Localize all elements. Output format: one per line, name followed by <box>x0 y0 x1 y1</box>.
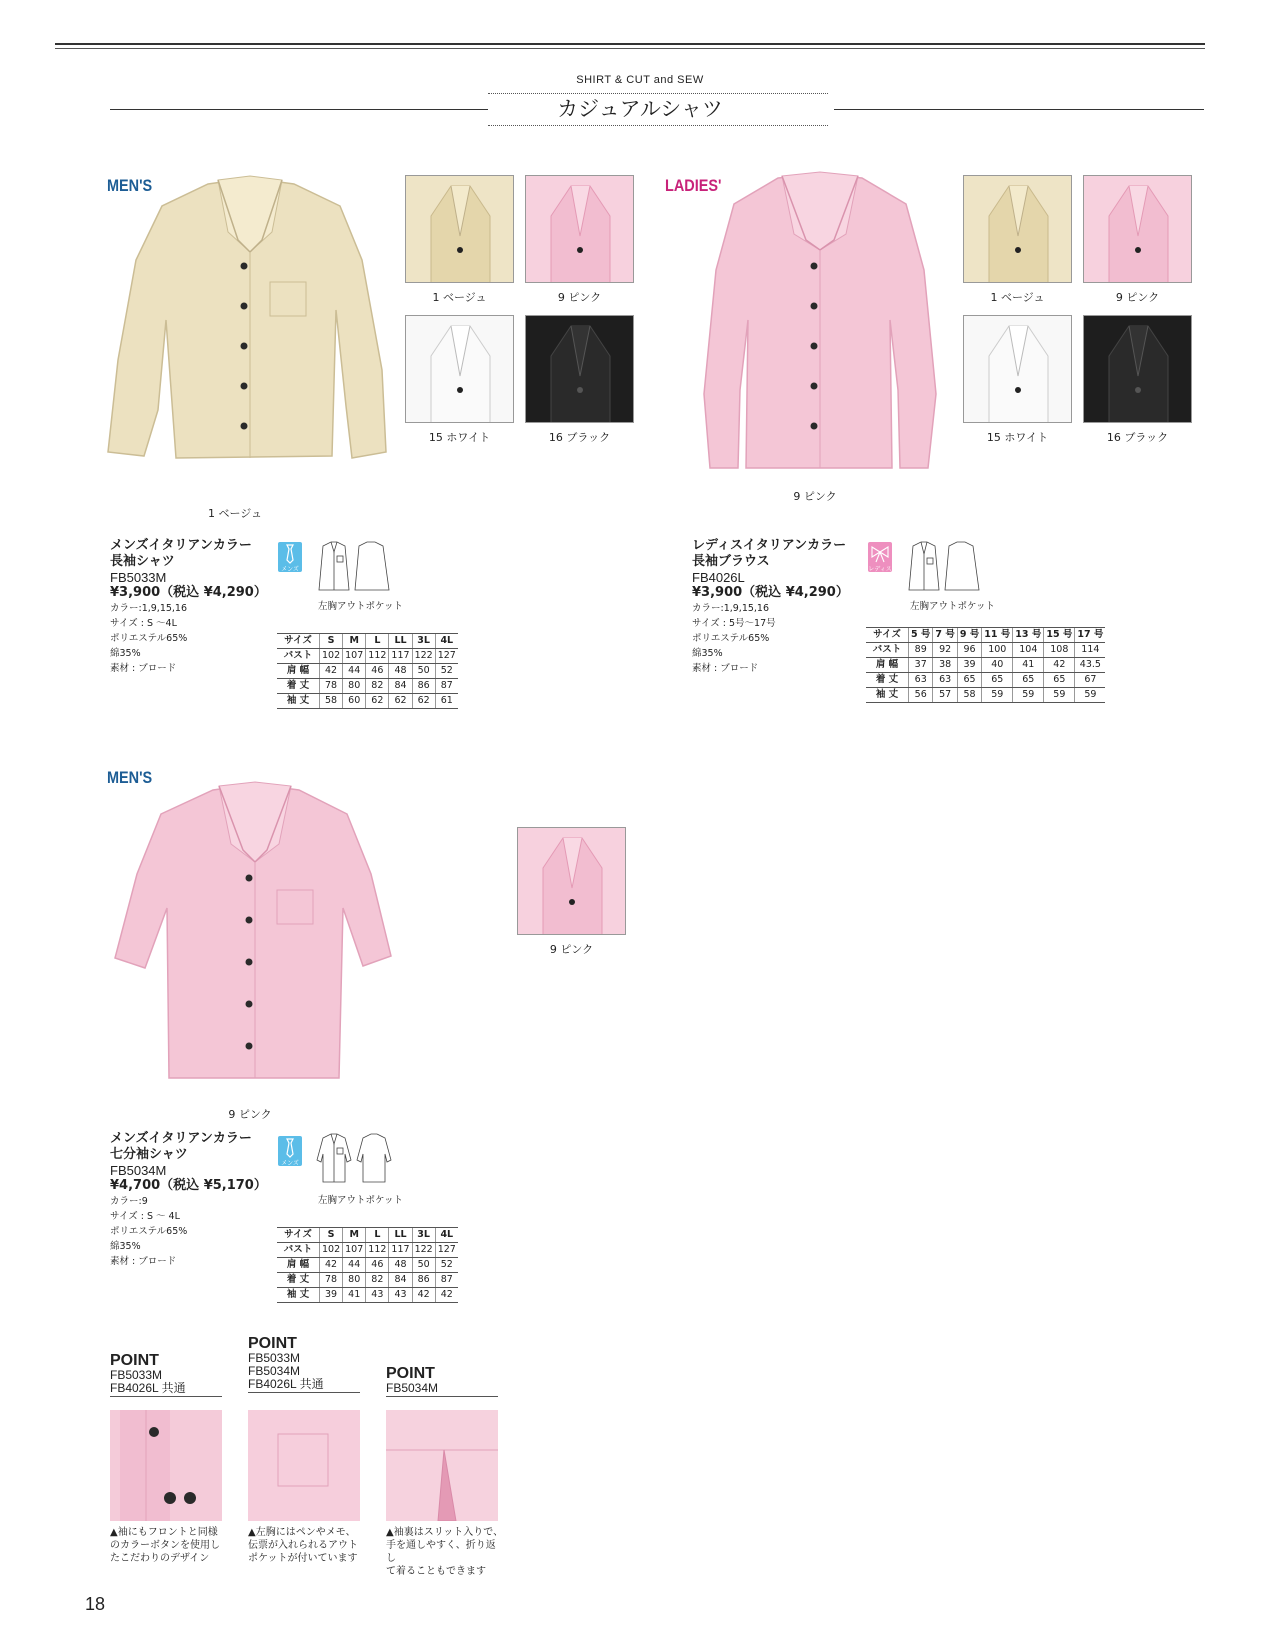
size-table-row <box>277 664 458 679</box>
size-table-cell: 89 <box>909 643 933 658</box>
size-table-cell: 38 <box>933 658 957 673</box>
product-name: 長袖シャツ <box>110 554 175 569</box>
size-table-cell: 60 <box>343 694 366 709</box>
fabric-spec: 素材 : ブロード <box>110 1256 177 1267</box>
product-name: 七分袖シャツ <box>110 1147 188 1162</box>
swatch-caption: 9 ピンク <box>1115 291 1160 304</box>
size-table-cell: LL <box>389 634 412 649</box>
size-table-cell: 78 <box>320 1273 343 1288</box>
color-spec: カラー:9 <box>110 1196 148 1207</box>
size-table-cell: 108 <box>1044 643 1075 658</box>
size-table-cell: 42 <box>412 1288 435 1303</box>
size-table-cell: S <box>320 634 343 649</box>
size-table-cell: 114 <box>1075 643 1106 658</box>
size-table-cell: 63 <box>933 673 957 688</box>
point-block-slit <box>386 1366 498 1397</box>
size-table-cell: 40 <box>982 658 1013 673</box>
material-spec: ポリエステル65% <box>692 633 770 644</box>
size-table-cell: 107 <box>343 649 366 664</box>
size-table-label: 着 丈 <box>277 1273 320 1288</box>
size-table-cell: 9 号 <box>957 628 981 643</box>
point-desc-line: ▲袖裏はスリット入りで、 <box>386 1527 504 1538</box>
color-swatch-beige[interactable] <box>405 175 514 283</box>
blouse-line-drawing <box>905 540 983 596</box>
swatch-caption: 16 ブラック <box>1106 431 1169 444</box>
point-desc-line: 手を通しやすく、折り返し <box>386 1540 496 1564</box>
size-table-cell: 80 <box>343 679 366 694</box>
size-table-label: バスト <box>277 1243 320 1258</box>
icon-label: メンズ <box>281 566 299 573</box>
size-table-cell: 122 <box>412 649 435 664</box>
size-table-cell: 59 <box>1013 688 1044 703</box>
color-swatch-beige[interactable] <box>963 175 1072 283</box>
size-table-label: 肩 幅 <box>277 1258 320 1273</box>
size-table-cell: 59 <box>1044 688 1075 703</box>
icon-label: レディス <box>868 566 892 573</box>
swatch-caption: 1 ベージュ <box>432 291 487 304</box>
size-table-cell: 127 <box>435 649 458 664</box>
point-desc-line: たこだわりのデザイン <box>110 1553 210 1564</box>
point-block-sleeve <box>110 1353 222 1397</box>
product-code: FB5034M <box>110 1163 167 1178</box>
size-table-cell: 102 <box>320 1243 343 1258</box>
product-code: FB5033M <box>110 570 167 585</box>
size-table-cell: 41 <box>343 1288 366 1303</box>
size-table-cell: 48 <box>389 1258 412 1273</box>
size-table-cell: 42 <box>320 664 343 679</box>
size-table-cell: 102 <box>320 649 343 664</box>
size-table-label: バスト <box>866 643 909 658</box>
size-table-row <box>866 688 1105 703</box>
color-swatch-pink[interactable] <box>517 827 626 935</box>
size-table-row <box>277 1258 458 1273</box>
product-code: FB4026L <box>692 570 745 585</box>
size-table-cell: 39 <box>320 1288 343 1303</box>
product-name: メンズイタリアンカラー <box>110 1131 252 1146</box>
swatch-caption: 9 ピンク <box>549 943 594 956</box>
point-code: FB5033M <box>248 1351 301 1365</box>
size-table-header <box>277 1228 458 1243</box>
point-code: FB5034M <box>386 1382 498 1397</box>
section-label-mens: MEN'S <box>107 176 153 195</box>
size-table-cell: L <box>366 634 389 649</box>
point-photo-pocket <box>248 1410 360 1521</box>
swatch-caption: 15 ホワイト <box>986 431 1049 444</box>
size-table-cell: 78 <box>320 679 343 694</box>
pocket-label: 左胸アウトポケット <box>910 601 996 612</box>
size-table-cell: 84 <box>389 1273 412 1288</box>
size-table <box>277 633 458 709</box>
size-table-cell: 44 <box>343 664 366 679</box>
size-table-cell: 5 号 <box>909 628 933 643</box>
point-desc-line: ▲左胸にはペンやメモ、 <box>248 1527 356 1538</box>
main-photo-caption: 9 ピンク <box>793 490 837 503</box>
size-table-cell: 42 <box>1044 658 1075 673</box>
size-table-cell: 15 号 <box>1044 628 1075 643</box>
size-table-header <box>866 628 1105 643</box>
size-table-label: 肩 幅 <box>277 664 320 679</box>
category-jp: カジュアルシャツ <box>557 97 723 121</box>
size-table-cell: 87 <box>435 1273 458 1288</box>
size-table-cell: 4L <box>435 634 458 649</box>
size-table-label: バスト <box>277 649 320 664</box>
size-table-label: 着 丈 <box>866 673 909 688</box>
fabric-spec: 素材 : ブロード <box>110 663 177 674</box>
size-table-label: サイズ <box>277 634 320 649</box>
header-rule-right <box>834 109 1204 110</box>
point-code: FB4026L 共通 <box>110 1382 222 1397</box>
product-name: 長袖ブラウス <box>692 554 770 569</box>
point-description <box>386 1526 504 1578</box>
color-swatch-pink[interactable] <box>1083 175 1192 283</box>
size-table-cell: 62 <box>389 694 412 709</box>
material-spec: ポリエステル65% <box>110 633 188 644</box>
size-table-cell: 50 <box>412 664 435 679</box>
size-table-cell: 61 <box>435 694 458 709</box>
size-spec: サイズ : S ～4L <box>110 618 177 629</box>
material-spec: 綿35% <box>110 1241 141 1252</box>
point-photo-slit <box>386 1410 498 1521</box>
size-table-cell: 58 <box>957 688 981 703</box>
size-table <box>277 1227 458 1303</box>
pocket-label: 左胸アウトポケット <box>318 601 404 612</box>
size-table-cell: 86 <box>412 1273 435 1288</box>
size-table-cell: 122 <box>412 1243 435 1258</box>
size-table-cell: 117 <box>389 649 412 664</box>
point-description <box>248 1526 366 1565</box>
size-table-label: 袖 丈 <box>866 688 909 703</box>
size-table-cell: 52 <box>435 1258 458 1273</box>
size-table-label: 肩 幅 <box>866 658 909 673</box>
size-table-cell: 84 <box>389 679 412 694</box>
size-table-cell: M <box>343 1228 366 1243</box>
size-table-cell: 13 号 <box>1013 628 1044 643</box>
size-table-cell: 63 <box>909 673 933 688</box>
point-title: POINT <box>110 1352 159 1369</box>
color-swatch-white[interactable] <box>405 315 514 423</box>
product-info <box>110 1131 280 1269</box>
product-price: ¥3,900（税込 ¥4,290） <box>110 585 267 600</box>
size-table-cell: 100 <box>982 643 1013 658</box>
main-shirt-photo-beige <box>100 170 400 470</box>
point-desc-line: ポケットが付いています <box>248 1553 358 1564</box>
size-table-cell: 7 号 <box>933 628 957 643</box>
size-table-cell: 86 <box>412 679 435 694</box>
size-table-cell: 3L <box>412 1228 435 1243</box>
size-table-cell: 57 <box>933 688 957 703</box>
point-desc-line: ▲袖にもフロントと同様 <box>110 1527 218 1538</box>
color-spec: カラー:1,9,15,16 <box>692 603 770 614</box>
size-table-cell: 112 <box>366 1243 389 1258</box>
size-table-cell: 65 <box>957 673 981 688</box>
color-swatch-pink[interactable] <box>525 175 634 283</box>
size-table-cell: 44 <box>343 1258 366 1273</box>
size-table-cell: L <box>366 1228 389 1243</box>
size-table-cell: 41 <box>1013 658 1044 673</box>
swatch-caption: 16 ブラック <box>548 431 611 444</box>
product-name: メンズイタリアンカラー <box>110 538 252 553</box>
size-table-cell: 67 <box>1075 673 1106 688</box>
size-table-cell: 82 <box>366 679 389 694</box>
header-dotted-line <box>488 125 828 126</box>
main-photo-caption: 1 ベージュ <box>207 507 263 520</box>
size-table-cell: 46 <box>366 664 389 679</box>
size-table-header <box>277 634 458 649</box>
size-table-cell: 42 <box>435 1288 458 1303</box>
size-table-cell: 127 <box>435 1243 458 1258</box>
size-table-cell: 104 <box>1013 643 1044 658</box>
size-table-cell: 46 <box>366 1258 389 1273</box>
size-table-cell: 82 <box>366 1273 389 1288</box>
color-swatch-white[interactable] <box>963 315 1072 423</box>
size-table-cell: 59 <box>982 688 1013 703</box>
ladies-ribbon-icon <box>868 542 892 572</box>
size-table-cell: 107 <box>343 1243 366 1258</box>
swatch-caption: 1 ベージュ <box>990 291 1045 304</box>
size-table-row <box>277 1243 458 1258</box>
section-label-mens: MEN'S <box>107 768 153 787</box>
size-table <box>866 627 1105 703</box>
size-spec: サイズ : S ～ 4L <box>110 1211 180 1222</box>
size-table-cell: 39 <box>957 658 981 673</box>
size-table-cell: 65 <box>1044 673 1075 688</box>
size-table-label: 袖 丈 <box>277 1288 320 1303</box>
size-table-cell: 62 <box>366 694 389 709</box>
size-table-cell: 112 <box>366 649 389 664</box>
size-table-label: サイズ <box>277 1228 320 1243</box>
color-swatch-black[interactable] <box>1083 315 1192 423</box>
main-photo-caption: 9 ピンク <box>228 1108 272 1121</box>
mens-tie-icon <box>278 1136 302 1166</box>
size-table-label: 袖 丈 <box>277 694 320 709</box>
point-code: FB5033M <box>110 1368 163 1382</box>
mens-tie-icon <box>278 542 302 572</box>
point-desc-line: て着ることもできます <box>386 1566 486 1577</box>
size-table-cell: LL <box>389 1228 412 1243</box>
color-swatch-black[interactable] <box>525 315 634 423</box>
color-spec: カラー:1,9,15,16 <box>110 603 188 614</box>
category-en: SHIRT & CUT and SEW <box>576 74 704 86</box>
size-table-cell: 43 <box>389 1288 412 1303</box>
point-title: POINT <box>386 1365 435 1382</box>
size-table-label: 着 丈 <box>277 679 320 694</box>
size-table-cell: 58 <box>320 694 343 709</box>
material-spec: 綿35% <box>692 648 723 659</box>
point-code: FB5034M <box>248 1364 301 1378</box>
product-name: レディスイタリアンカラー <box>692 538 847 553</box>
top-rule-thin <box>55 48 1205 49</box>
page-number: 18 <box>85 1594 106 1614</box>
shirt-line-drawing <box>315 1132 395 1188</box>
size-table-row <box>277 694 458 709</box>
size-table-cell: 42 <box>320 1258 343 1273</box>
point-photo-cuff <box>110 1410 222 1521</box>
point-block-pocket <box>248 1336 360 1393</box>
size-table-row <box>277 1288 458 1303</box>
size-table-row <box>866 673 1105 688</box>
section-label-ladies: LADIES' <box>665 176 722 195</box>
size-table-cell: 43.5 <box>1075 658 1106 673</box>
size-table-row <box>277 649 458 664</box>
point-desc-line: 伝票が入れられるアウト <box>248 1540 358 1551</box>
product-info <box>110 538 280 676</box>
size-table-cell: 50 <box>412 1258 435 1273</box>
icon-label: メンズ <box>281 1160 299 1167</box>
size-table-cell: 11 号 <box>982 628 1013 643</box>
point-desc-line: のカラーボタンを使用し <box>110 1540 220 1551</box>
size-table-cell: 48 <box>389 664 412 679</box>
size-table-cell: 117 <box>389 1243 412 1258</box>
size-table-cell: 62 <box>412 694 435 709</box>
size-table-cell: 65 <box>1013 673 1044 688</box>
point-title: POINT <box>248 1335 297 1352</box>
main-shirt-photo-pink <box>660 170 970 480</box>
fabric-spec: 素材 : ブロード <box>692 663 759 674</box>
size-table-row <box>277 1273 458 1288</box>
top-rule <box>55 43 1205 45</box>
size-table-cell: 87 <box>435 679 458 694</box>
product-info <box>692 538 872 676</box>
size-table-row <box>866 643 1105 658</box>
size-table-cell: M <box>343 634 366 649</box>
size-table-cell: 43 <box>366 1288 389 1303</box>
size-table-row <box>277 679 458 694</box>
swatch-caption: 15 ホワイト <box>428 431 491 444</box>
product-price: ¥4,700（税込 ¥5,170） <box>110 1178 267 1193</box>
point-description <box>110 1526 228 1565</box>
size-table-row <box>866 658 1105 673</box>
size-table-cell: 65 <box>982 673 1013 688</box>
material-spec: ポリエステル65% <box>110 1226 188 1237</box>
size-table-cell: 3L <box>412 634 435 649</box>
point-code: FB4026L 共通 <box>248 1378 360 1393</box>
size-table-cell: 80 <box>343 1273 366 1288</box>
size-table-cell: 92 <box>933 643 957 658</box>
shirt-line-drawing <box>315 540 393 596</box>
size-table-cell: 52 <box>435 664 458 679</box>
material-spec: 綿35% <box>110 648 141 659</box>
size-table-cell: 4L <box>435 1228 458 1243</box>
size-table-cell: 17 号 <box>1075 628 1106 643</box>
main-shirt-photo-pink <box>95 778 415 1088</box>
size-table-cell: 37 <box>909 658 933 673</box>
size-table-label: サイズ <box>866 628 909 643</box>
pocket-label: 左胸アウトポケット <box>318 1195 404 1206</box>
size-table-cell: 96 <box>957 643 981 658</box>
size-table-cell: 59 <box>1075 688 1106 703</box>
swatch-caption: 9 ピンク <box>557 291 602 304</box>
size-spec: サイズ : 5号～17号 <box>692 618 776 629</box>
size-table-cell: 56 <box>909 688 933 703</box>
size-table-cell: S <box>320 1228 343 1243</box>
product-price: ¥3,900（税込 ¥4,290） <box>692 585 849 600</box>
